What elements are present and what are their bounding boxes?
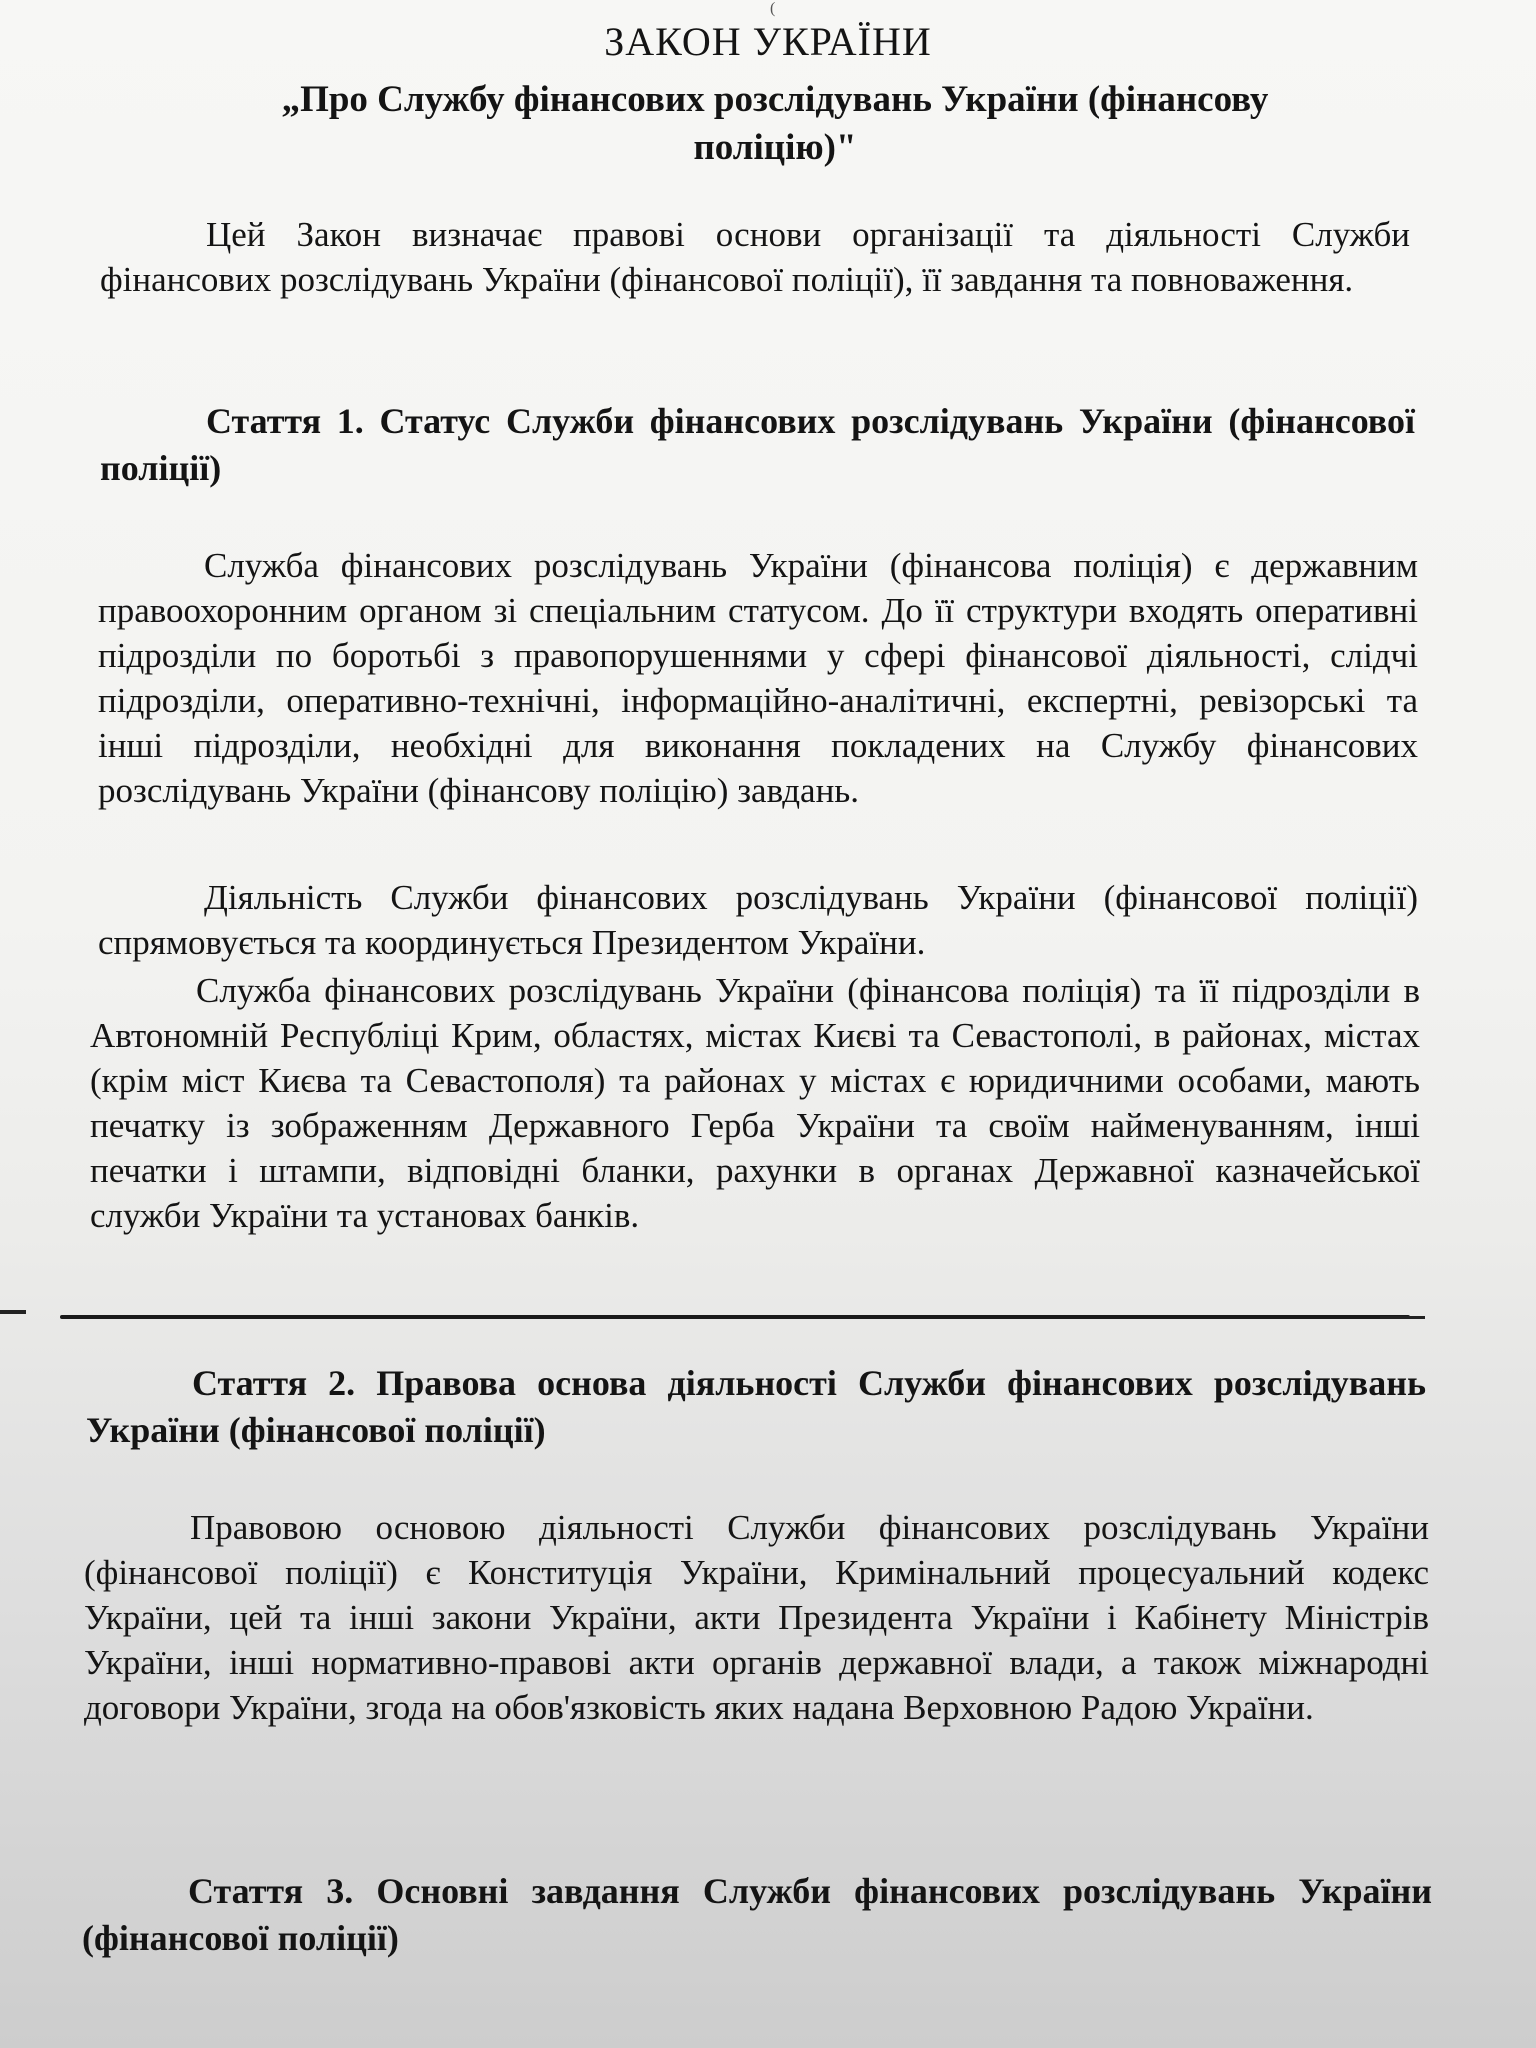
law-subtitle: „Про Службу фінансових розслідувань України (фінансову поліцію)" [281, 79, 1269, 168]
page-mark: ( [770, 0, 776, 17]
article-1-paragraph-2: Діяльність Служби фінансових розслідувань України (фінансової поліції) спрямовується та координується Президентом України. [98, 878, 1418, 962]
article-1-paragraph-1: Служба фінансових розслідувань України (фінансова поліція) є державним правоохоронним органом зі спеціальним статусом. До її структури входять оперативні підрозділи по боротьбі з правопорушеннями у сфері фінансової діяльності, слідчі підрозділи, оперативно-технічні, інформаційно-аналітичні, експертні, ревізорські та інші підрозділи, необхідні для виконання покладених на Службу фінансових розслідувань України (фінансову поліцію) завдань. [98, 546, 1418, 810]
preamble-paragraph: Цей Закон визначає правові основи організації та діяльності Служби фінансових розслідувань України (фінансової поліції), її завдання та повноваження. [100, 215, 1410, 299]
article-2-title: Стаття 2. Правова основа діяльності Служби фінансових розслідувань України (фінансової поліції) [86, 1363, 1426, 1450]
article-2-paragraph-1: Правовою основою діяльності Служби фінансових розслідувань України (фінансової поліції) є Конституція України, Кримінальний процесуальний кодекс України, цей та інші закони України, акти Президента України і Кабінету Міністрів України, інші нормативно-правові акти органів державної влади, а також міжнародні договори України, згода на обов'язковість яких надана Верховною Радою України. [84, 1508, 1429, 1727]
scan-divider-end [1380, 1316, 1425, 1319]
article-1-title: Стаття 1. Статус Служби фінансових розслідувань України (фінансової поліції) [100, 401, 1415, 488]
law-heading: ЗАКОН УКРАЇНИ [604, 19, 932, 64]
article-3-title: Стаття 3. Основні завдання Служби фінансових розслідувань України (фінансової поліції) [82, 1871, 1432, 1958]
scan-divider-line [60, 1315, 1410, 1319]
scan-rule-mark [0, 1310, 26, 1314]
article-1-paragraph-3: Служба фінансових розслідувань України (фінансова поліція) та її підрозділи в Автономній Республіці Крим, областях, містах Києві та Севастополі, в районах, містах (крім міст Києва та Севастополя) та районах у містах є юридичними особами, мають печатку із зображенням Державного Герба України та своїм найменуванням, інші печатки і штампи, відповідні бланки, рахунки в органах Державної казначейської служби України та установах банків. [90, 971, 1420, 1235]
